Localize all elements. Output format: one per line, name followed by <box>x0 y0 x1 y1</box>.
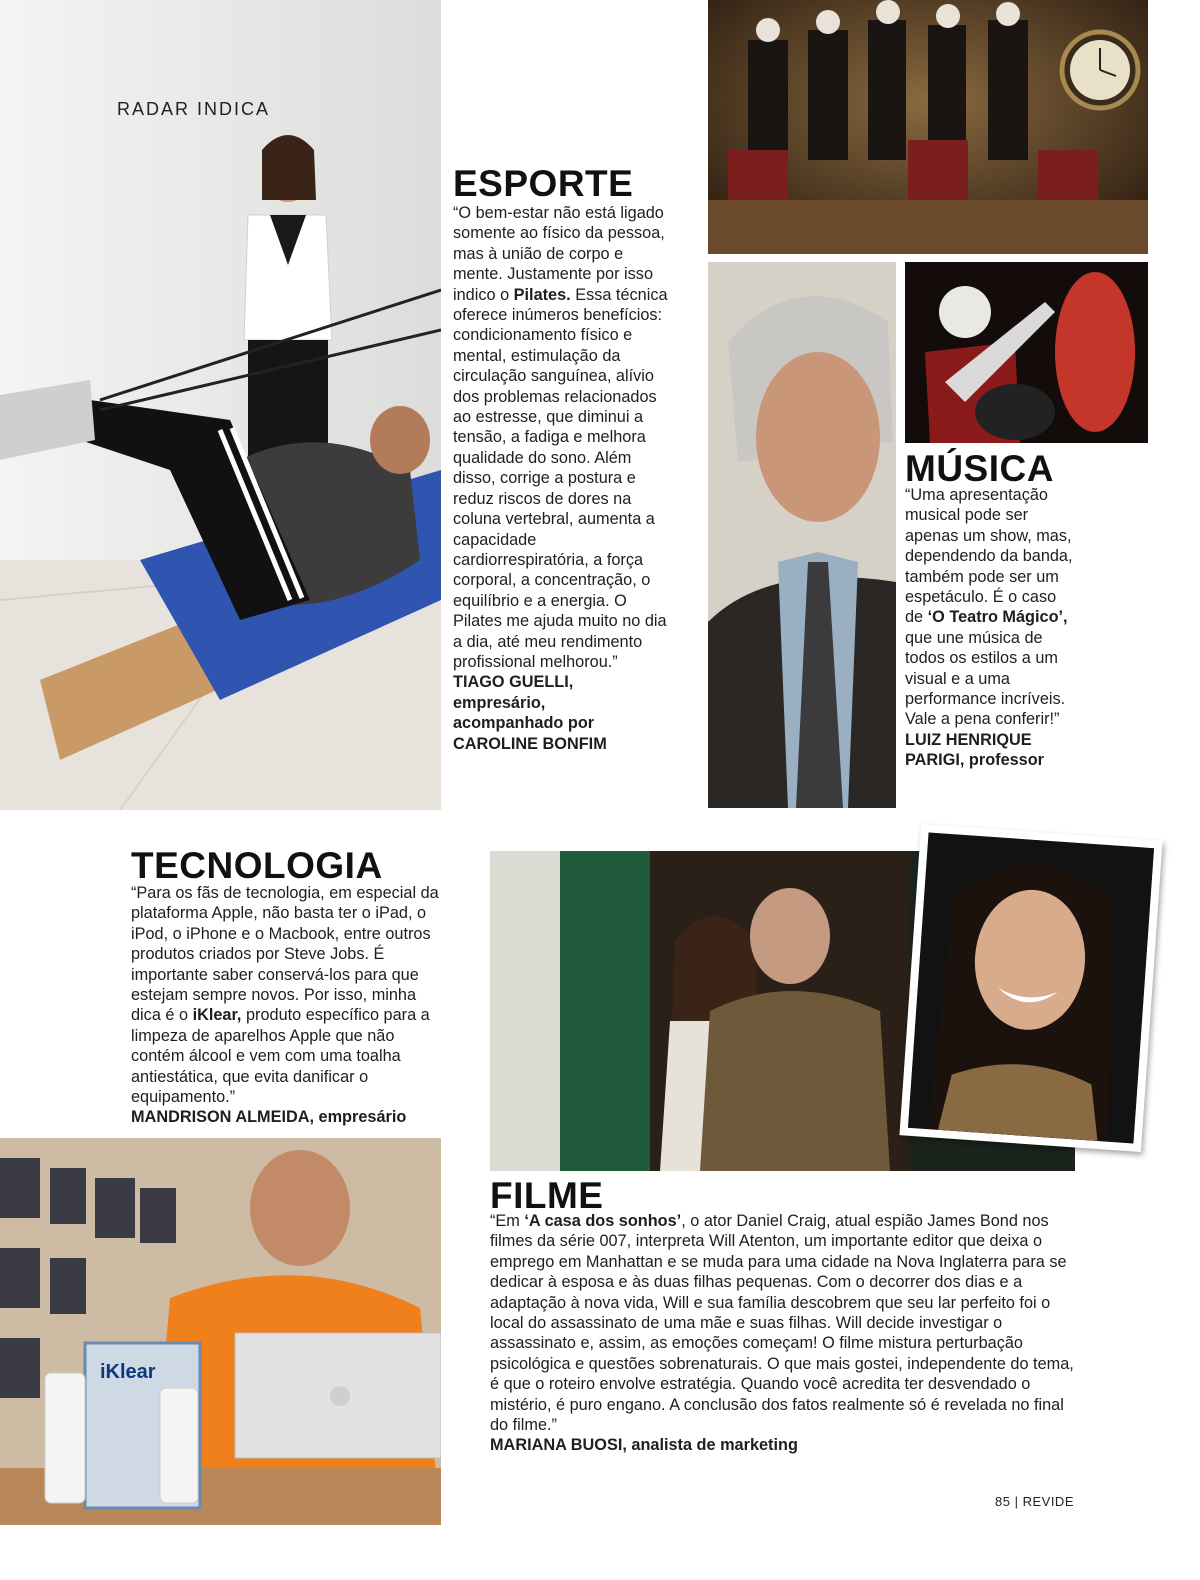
musica-highlight: ‘O Teatro Mágico’, <box>927 608 1068 627</box>
pilates-photo <box>0 0 441 810</box>
filme-portrait-frame <box>899 824 1162 1152</box>
section-label: RADAR INDICA <box>117 99 271 119</box>
band-group-illustration <box>708 0 1148 254</box>
tecnologia-title: TECNOLOGIA <box>131 845 383 886</box>
tecnologia-credit: MANDRISON ALMEIDA, empresário <box>131 1108 407 1127</box>
portrait-woman-illustration <box>908 832 1154 1143</box>
tecnologia-text <box>131 883 449 1128</box>
filme-highlight: ‘A casa dos sonhos’ <box>524 1212 682 1230</box>
filme-credit: MARIANA BUOSI, analista de marketing <box>490 1436 798 1455</box>
filme-portrait-photo <box>908 832 1154 1143</box>
esporte-quote-start: “O bem-estar não está ligado somente ao físico da pessoa, mas à união de corpo e mente. Justamente por isso indico o <box>453 204 665 304</box>
band-group-photo <box>708 0 1148 254</box>
filme-quote-start: “Em <box>490 1212 525 1230</box>
musica-quote-end: que une música de todos os estilos a um visual e a uma performance incríveis. Vale a pena conferir!” <box>905 628 1066 729</box>
musica-quote-start: “Uma apresentação musical pode ser apenas um show, mas, dependendo da banda, também pode ser um espetáculo. É o caso de <box>905 486 1073 627</box>
esporte-title: ESPORTE <box>453 163 634 204</box>
esporte-quote-end: Essa técnica oferece inúmeros benefícios: condicionamento físico e mental, estimulação da circulação sanguínea, alívio dos problemas relacionados ao estresse, que diminui a tensão, a fadiga e melhora qualidade do sono. Além disso, corrige a postura e reduz riscos de dores na coluna vertebral, aumenta a capacidade cardiorrespiratória, a força corporal, a concentração, o equilíbrio e a energia. O Pilates me ajuda muito no dia a dia, até meu rendimento profissional melhorou.” <box>453 285 668 671</box>
tecnologia-photo <box>0 1138 441 1525</box>
esporte-credit: TIAGO GUELLI, empresário, acompanhado por CAROLINE BONFIM <box>453 673 607 753</box>
musica-performer-photo <box>905 262 1148 443</box>
musica-credit: LUIZ HENRIQUE PARIGI, professor <box>905 730 1045 770</box>
filme-quote-end: , o ator Daniel Craig, atual espião James Bond nos filmes da série 007, interpreta Will Atenton, um importante editor que deixa o emprego em Manhattan e se muda para uma cidade na Nova Inglaterra para se dedicar à esposa e às duas filhas pequenas. Com o decorrer dos dias e a adaptação à nova vida, Will e sua família descobrem que seu lar perfeito foi o local do assassinato de uma mãe e suas filhas. Will decide investigar o assassinato e, assim, as emoções começam! O filme mistura perturbação psicológica e questões sobrenaturais. O que mais gostei, independente do tema, é que o roteiro envolve estratégia. Quando você acredita ter desvendado o mistério, é puro engano. A conclusão dos fatos realmente só é revelada no final do filme.” <box>490 1212 1074 1435</box>
filme-title: FILME <box>490 1175 604 1216</box>
page-footer <box>995 1494 1074 1509</box>
iklear-box-label: iKlear <box>100 1361 156 1383</box>
esporte-highlight: Pilates. <box>513 285 571 304</box>
filme-text <box>490 1211 1075 1456</box>
page-number: 85 <box>994 1494 1011 1509</box>
portrait-man-illustration <box>708 262 896 808</box>
footer-separator: | <box>1014 1494 1019 1509</box>
tecnologia-quote-end: produto específico para a limpeza de aparelhos Apple que não contém álcool e vem com uma toalha antiestática, que evita danificar o equipamento.” <box>131 1006 430 1107</box>
esporte-text <box>453 203 675 754</box>
guitar-performer-illustration <box>905 262 1148 443</box>
pilates-illustration <box>0 0 441 810</box>
tecnologia-highlight: iKlear, <box>192 1006 242 1025</box>
store-iklear-illustration <box>0 1138 441 1525</box>
magazine-name: REVIDE <box>1022 1494 1074 1509</box>
musica-title: MÚSICA <box>905 448 1054 489</box>
musica-text <box>905 485 1073 771</box>
tecnologia-quote-start: “Para os fãs de tecnologia, em especial da plataforma Apple, não basta ter o iPad, o iPod, o iPhone e o Macbook, entre outros produtos criados por Steve Jobs. É importante saber conservá-los para que estejam sempre novos. Por isso, minha dica é o <box>131 884 439 1025</box>
musica-portrait-photo <box>708 262 896 808</box>
